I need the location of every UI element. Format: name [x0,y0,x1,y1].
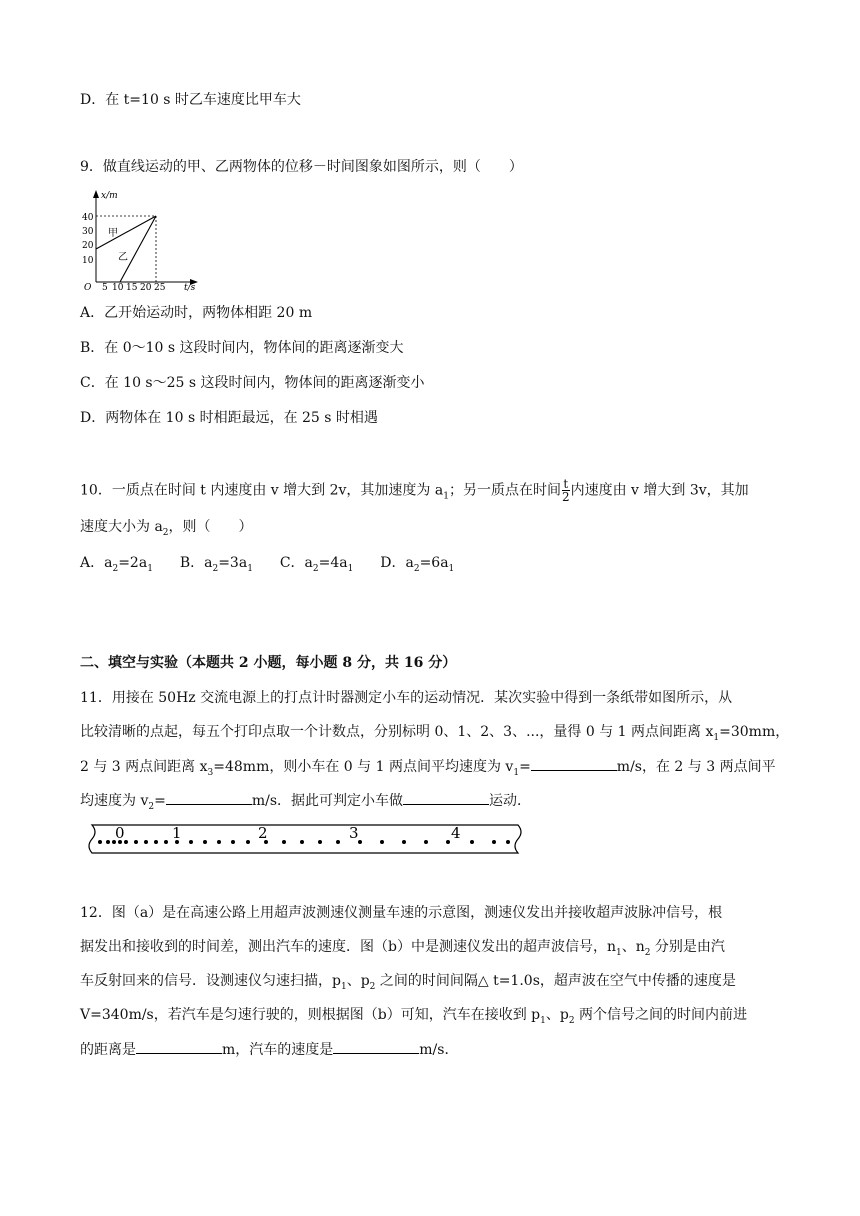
y-axis-arrow-icon [93,190,99,198]
q10-option-b: B．$a_2=3a_1$ [179,555,253,574]
series-jia-label: 甲 [108,228,118,239]
q8-option-d: D．在 t=10 s 时乙车速度比甲车大 [80,92,301,108]
answer-blank-motion[interactable] [403,790,489,805]
answer-blank-v1[interactable] [531,756,617,771]
x-tick: 5 [102,283,108,292]
y-tick: 10 [82,256,94,266]
tape-label-4: 4 [451,824,461,842]
q10-option-a: A．$a_2=2a_1$ [80,555,153,574]
q11-line1: 11．用接在 50Hz 交流电源上的打点计时器测定小车的运动情况．某次实验中得到一条纸带如图所示，从 [80,690,733,706]
q9-option-c: C．在 10 s～25 s 这段时间内，物体间的距离逐渐变小 [80,375,425,391]
x-tick: 15 [126,283,138,292]
q9-option-d: D．两物体在 10 s 时相距最远，在 25 s 时相遇 [80,410,378,426]
x-tick: 25 [154,283,166,292]
q9-stem: 9．做直线运动的甲、乙两物体的位移－时间图象如图所示，则（ ） [80,159,523,175]
y-tick: 20 [82,241,94,251]
section-2-title: 二、填空与实验（本题共 2 小题，每小题 8 分，共 16 分） [80,655,457,671]
q10-line2: 速度大小为 $a_2$，则（ ） [80,519,253,538]
q12-line3: 车反射回来的信号．设测速仪匀速扫描，$p_1$、$p_2$ 之间的时间间隔△ t=1.0s，超声波在空气中传播的速度是 [80,973,736,992]
q12-line1: 12．图（a）是在高速公路上用超声波测速仪测量车速的示意图，测速仪发出并接收超声波脉冲信号，根 [80,905,723,921]
q10-options [80,553,454,573]
q10-line1: 10．一质点在时间 t 内速度由 v 增大到 2v，其加速度为 $a_1$；另一质点在时间 $\frac{t}{2}$ 内速度由 v 增大到 3v，其加 [80,477,749,504]
tape-dots [98,840,510,844]
q11-line4: 均速度为 $v_2= m/s$．据此可判定小车做 运动． [80,790,531,811]
q10-option-c: C．$a_2=4a_1$ [279,555,354,574]
q12-line4: V=340m/s，若汽车是匀速行驶的，则根据图（b）可知，汽车在接收到 $p_1$、$p_2$ 两个信号之间的时间内前进 [80,1007,748,1026]
q12-line2: 据发出和接收到的时间差，测出汽车的速度．图（b）中是测速仪发出的超声波信号，$n_1$、$n_2$ 分别是由汽 [80,939,725,958]
tape-label-1: 1 [172,824,182,842]
fraction-t-over-2: $\frac{t}{2}$ [561,477,570,504]
q9-option-b: B．在 0～10 s 这段时间内，物体间的距离逐渐变大 [80,340,404,356]
answer-blank-v2[interactable] [166,790,252,805]
tape-label-3: 3 [349,824,359,842]
y-tick: 30 [82,227,94,237]
y-tick: 40 [82,213,94,223]
q11-line2: 比较清晰的点起，每五个打印点取一个计数点，分别标明 0、1、2、3、...，量得 0 与 1 两点间距离 $x_1=30mm$， [80,724,790,743]
tape-label-2: 2 [258,824,268,842]
x-tick: 20 [140,283,152,292]
origin-label: O [84,283,92,292]
tape-label-0: 0 [115,824,125,842]
q9-xt-graph [80,186,200,292]
paper-tape-figure [84,823,524,855]
x-tick: 10 [112,283,124,292]
q10-option-d: D．$a_2=6a_1$ [380,555,455,574]
y-axis-label: x/m [101,191,118,201]
series-yi-label: 乙 [118,252,128,263]
q11-line3: 2 与 3 两点间距离 $x_3=48mm$，则小车在 0 与 1 两点间平均速度为 $v_1= m/s$，在 2 与 3 两点间平 [80,756,776,777]
q9-option-a: A．乙开始运动时，两物体相距 20 m [80,305,313,321]
x-axis-label: t/s [184,283,196,292]
q12-line5: 的距离是 m，汽车的速度是 m/s． [80,1039,458,1060]
answer-blank-speed[interactable] [333,1039,419,1054]
answer-blank-distance[interactable] [136,1039,222,1054]
